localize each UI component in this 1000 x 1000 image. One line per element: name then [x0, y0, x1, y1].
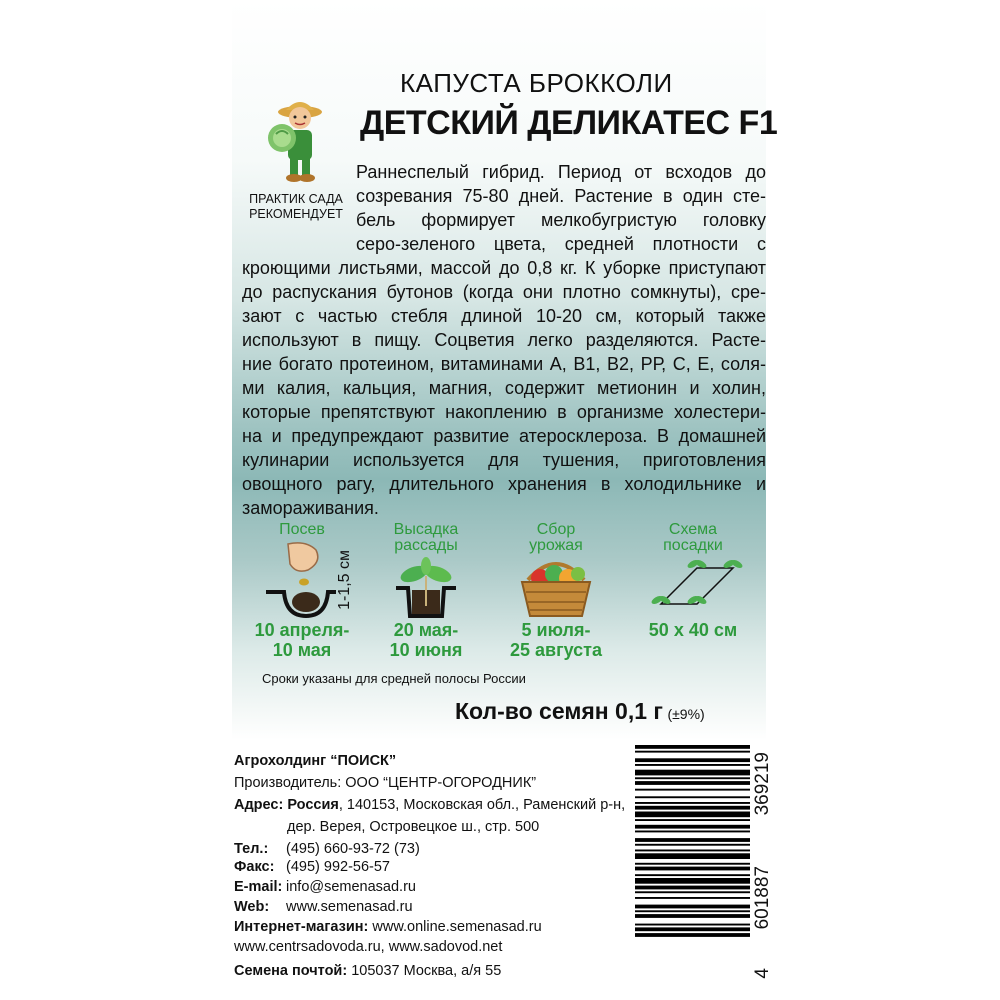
shop-label: Интернет-магазин:: [234, 919, 369, 935]
shop-link-1[interactable]: www.online.semenasad.ru: [372, 919, 542, 935]
badge-line-1: ПРАКТИК САДА: [249, 192, 343, 206]
barcode-bar: [635, 802, 750, 804]
description-line: замораживания.: [242, 498, 379, 518]
barcode-group-1: 601887: [752, 866, 773, 930]
stage-title: рассады: [394, 537, 458, 554]
email-line: [234, 878, 416, 896]
barcode-first-digit: 4: [752, 968, 773, 979]
address-line-2: дер. Верея, Островецкое ш., стр. 500: [287, 819, 540, 835]
barcode-bar: [635, 914, 750, 918]
badge-line-2: РЕКОМЕНДУЕТ: [249, 207, 343, 221]
barcode-bar: [635, 891, 750, 893]
barcode-bar: [635, 844, 750, 846]
recommendation-badge: [236, 192, 356, 222]
barcode-bar: [635, 796, 750, 798]
description-line: на и предупреждают развитие атеросклероза. В домашней: [242, 426, 766, 446]
barcode-bar: [635, 910, 750, 912]
barcode-bar: [635, 867, 750, 871]
planting-scheme-icon: [637, 554, 749, 620]
fax-line: [234, 858, 390, 876]
stage-title: Посев: [279, 521, 325, 538]
barcode-group-2: 369219: [752, 752, 773, 816]
barcode-bar: [635, 758, 750, 762]
stage-title: посадки: [663, 537, 723, 554]
fax-label: Факс:: [234, 859, 275, 875]
stage-date: 10 апреля-: [254, 620, 350, 640]
harvest-basket-icon: [500, 554, 612, 620]
barcode-bar: [635, 853, 750, 859]
stage-date: 50 х 40 см: [648, 620, 738, 640]
description-line: которые препятствуют накоплению в организме холестери-: [242, 402, 766, 422]
barcode-bars: [635, 743, 750, 983]
stage-title: урожая: [529, 537, 583, 554]
description-line: бель формирует мелкобугристую головку: [356, 210, 766, 230]
stage-date: 20 мая-: [393, 620, 459, 640]
stage-title: Сбор: [536, 521, 576, 538]
barcode-bar: [635, 825, 750, 829]
email-label: E-mail:: [234, 879, 283, 895]
mail-order-line: [234, 962, 501, 980]
barcode-bar: [635, 777, 750, 779]
stage-transplanting: [370, 522, 482, 660]
address-country: Россия: [287, 797, 339, 813]
stage-sowing: [246, 522, 358, 660]
description-line: зают с частью стебля длиной 10-20 см, который также: [242, 306, 766, 326]
sowing-depth-label: 1-1,5 см: [336, 550, 353, 610]
barcode-bar: [635, 927, 750, 931]
producer-name: ООО “ЦЕНТР-ОГОРОДНИК”: [345, 775, 537, 791]
barcode-bar: [635, 819, 750, 821]
depth-label-container: [336, 550, 356, 640]
barcode-bar: [635, 850, 750, 852]
barcode-bar: [635, 812, 750, 818]
barcode-bar: [635, 781, 750, 785]
region-footnote: Сроки указаны для средней полосы России: [262, 671, 526, 686]
barcode-bar: [635, 863, 750, 865]
stage-title: Высадка: [393, 521, 459, 538]
barcode-bar: [635, 878, 750, 884]
barcode-bar: [635, 789, 750, 791]
product-variety-title: ДЕТСКИЙ ДЕЛИКАТЕС F1: [360, 104, 778, 142]
description-line: ние богато протеином, витаминами А, В1, В2, РР, С, Е, соля-: [242, 354, 766, 374]
description-line: овощного рагу, длительного хранения в холодильнике и: [242, 474, 766, 494]
barcode-bar: [635, 874, 750, 876]
stage-harvest: [500, 522, 612, 660]
seed-quantity-label: Кол-во семян 0,1 г: [455, 698, 663, 724]
tel-value: (495) 660-93-72 (73): [286, 841, 420, 857]
address-line-1: , 140153, Московская обл., Раменский р-н,: [338, 797, 626, 813]
seedling-icon: [370, 554, 482, 620]
address-label: Адрес:: [234, 797, 284, 813]
description-line: Раннеспелый гибрид. Период от всходов до: [356, 162, 766, 182]
description-line: до распускания бутонов (когда они плотно сомкнуты), сре-: [242, 282, 766, 302]
barcode-bar: [635, 751, 750, 753]
product-category-title: КАПУСТА БРОККОЛИ: [400, 68, 673, 98]
mail-order-address: 105037 Москва, а/я 55: [351, 963, 502, 979]
description-line: кроющими листьями, массой до 0,8 кг. К уборке приступают: [242, 258, 766, 278]
web-label: Web:: [234, 899, 270, 915]
producer-line: [234, 774, 536, 792]
tel-line: [234, 840, 420, 858]
fax-value: (495) 992-56-57: [286, 859, 390, 875]
seed-quantity-tolerance: (±9%): [667, 706, 705, 722]
barcode-bar: [635, 764, 750, 766]
address-line: [234, 796, 625, 814]
shop-line: [234, 918, 542, 936]
description-line: серо-зеленого цвета, средней плотности с: [356, 234, 766, 254]
web-link[interactable]: www.semenasad.ru: [286, 899, 413, 915]
barcode-bar: [635, 831, 750, 833]
description-line: созревания 75-80 дней. Растение в один сте-: [356, 186, 766, 206]
description-line: используют в пищу. Соцветия легко разделяются. Расте-: [242, 330, 766, 350]
stage-title: Схема: [668, 521, 718, 538]
seed-quantity: [455, 698, 705, 725]
description-line: кулинарии используется для тушения, приготовления: [242, 450, 766, 470]
holding-name: Агрохолдинг “ПОИСК”: [234, 753, 397, 769]
barcode-bar: [635, 745, 750, 749]
barcode-bar: [635, 933, 750, 937]
stage-planting-scheme: [637, 522, 749, 640]
barcode-bar: [635, 838, 750, 842]
stage-date: 10 июня: [389, 640, 463, 660]
mail-order-label: Семена почтой:: [234, 963, 348, 979]
tel-label: Тел.:: [234, 841, 269, 857]
producer-label: Производитель:: [234, 775, 342, 791]
barcode-bar: [635, 924, 750, 926]
description-line: ми калия, кальция, магния, содержит метионин и холин,: [242, 378, 766, 398]
stage-date: 10 мая: [272, 640, 332, 660]
barcode-bar: [635, 897, 750, 899]
barcode-bar: [635, 770, 750, 776]
email-link[interactable]: info@semenasad.ru: [286, 879, 416, 895]
barcode-bar: [635, 886, 750, 890]
shop-links-2[interactable]: www.centrsadovoda.ru, www.sadovod.net: [234, 939, 503, 955]
barcode-digits: [752, 744, 772, 990]
stage-date: 25 августа: [510, 640, 602, 660]
barcode-bar: [635, 806, 750, 810]
web-line: [234, 898, 413, 916]
barcode-bar: [635, 905, 750, 909]
gardener-mascot-icon: [250, 90, 350, 190]
stage-date: 5 июля-: [521, 620, 591, 640]
